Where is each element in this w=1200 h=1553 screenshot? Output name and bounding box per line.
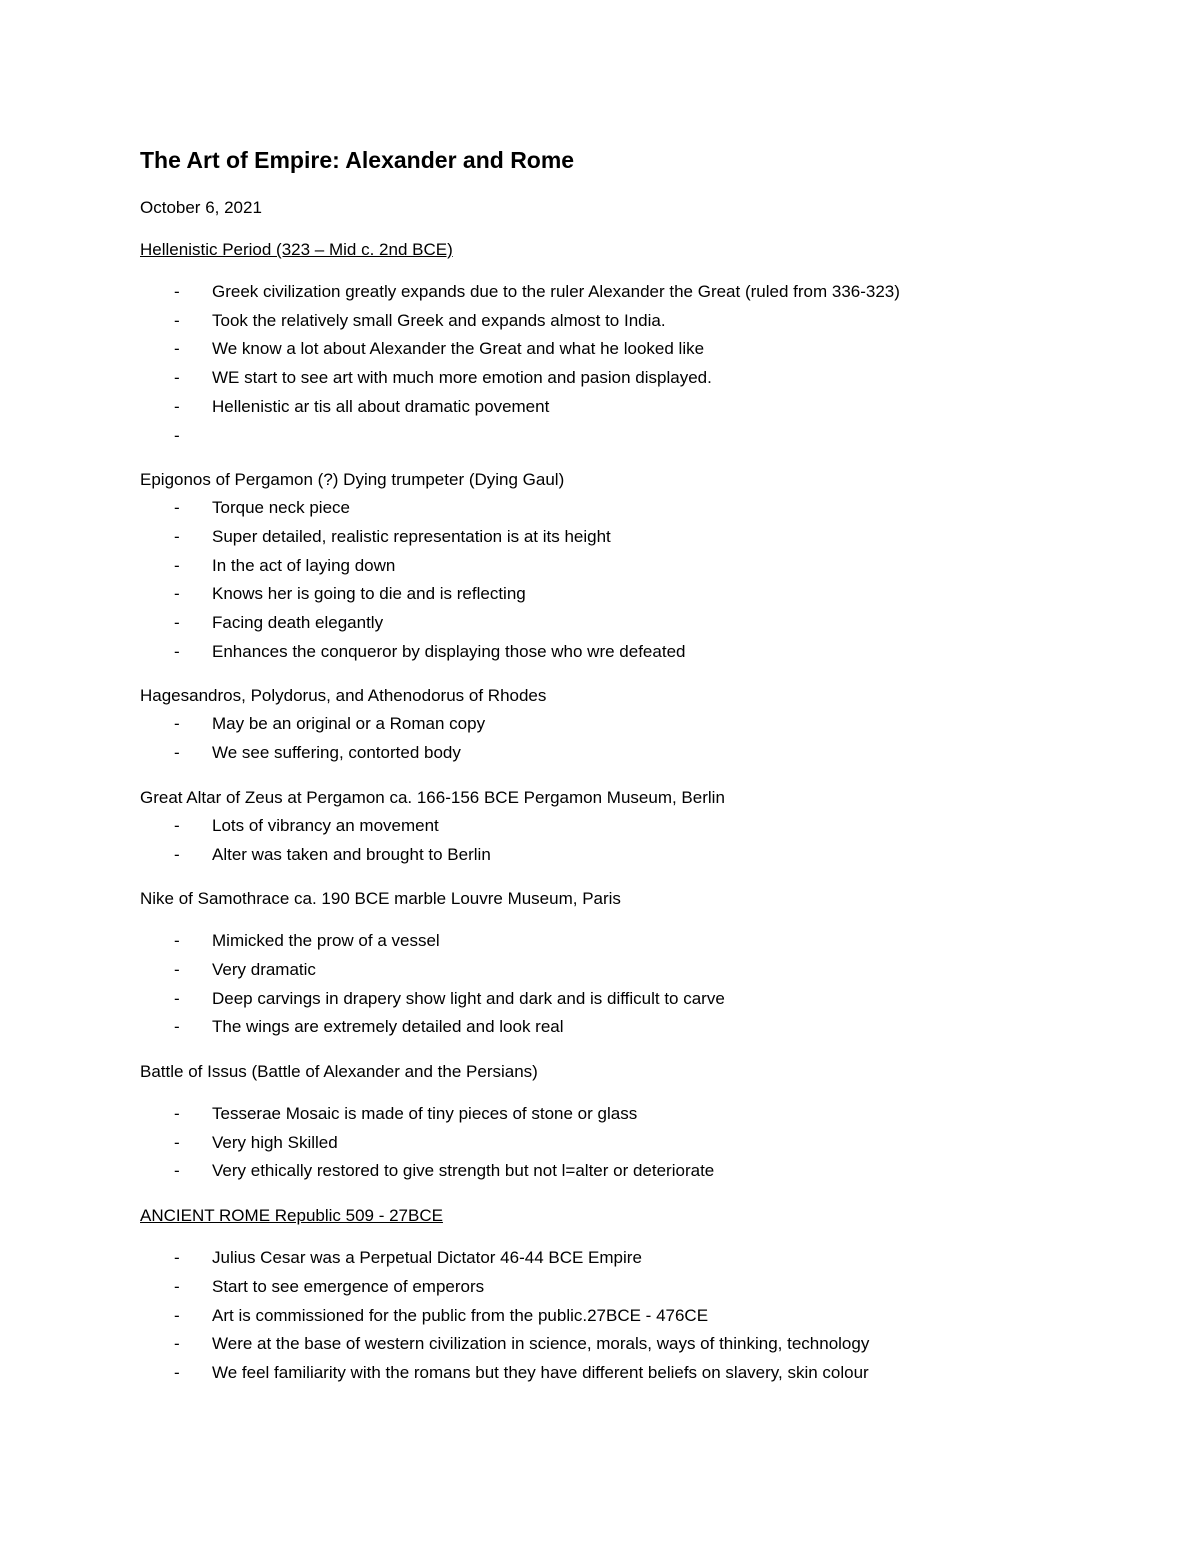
- document-date: October 6, 2021: [140, 198, 262, 217]
- section-heading: Great Altar of Zeus at Pergamon ca. 166-156 BCE Pergamon Museum, Berlin: [140, 787, 725, 807]
- list-item: - Hellenistic ar tis all about dramatic povement: [174, 396, 550, 416]
- list-item: - Were at the base of western civilization in science, morals, ways of thinking, technology: [174, 1334, 870, 1354]
- section-heading: Hagesandros, Polydorus, and Athenodorus of Rhodes: [140, 686, 547, 706]
- section-nike-of-samothrace: [140, 885, 1060, 1042]
- list-item: - The wings are extremely detailed and look real: [174, 1017, 564, 1037]
- list-item: - Alter was taken and brought to Berlin: [174, 844, 491, 864]
- bullet-list: [140, 710, 1060, 767]
- list-item: - We know a lot about Alexander the Great and what he looked like: [174, 339, 705, 359]
- list-item: - Enhances the conqueror by displaying those who wre defeated: [174, 641, 686, 661]
- section-heading: Hellenistic Period (323 – Mid c. 2nd BCE): [140, 240, 453, 259]
- list-item: - In the act of laying down: [174, 555, 396, 575]
- list-item: - Julius Cesar was a Perpetual Dictator 46-44 BCE Empire: [174, 1248, 642, 1268]
- section-hellenistic-period: [140, 236, 1060, 450]
- list-item: - Start to see emergence of emperors: [174, 1276, 485, 1296]
- list-item: -: [174, 425, 180, 445]
- list-item: - Knows her is going to die and is reflecting: [174, 584, 526, 604]
- bullet-list: [140, 1100, 1060, 1186]
- bullet-list: [140, 494, 1060, 666]
- list-item: - Facing death elegantly: [174, 613, 384, 633]
- section-battle-of-issus: [140, 1058, 1060, 1186]
- list-item: - Super detailed, realistic representation is at its height: [174, 526, 611, 546]
- document-page: [140, 140, 1060, 1388]
- bullet-list: [140, 1244, 1060, 1388]
- list-item: - Tesserae Mosaic is made of tiny pieces of stone or glass: [174, 1104, 638, 1124]
- list-item: - Torque neck piece: [174, 498, 350, 518]
- section-heading: Epigonos of Pergamon (?) Dying trumpeter (Dying Gaul): [140, 470, 565, 490]
- section-heading: Battle of Issus (Battle of Alexander and the Persians): [140, 1062, 538, 1082]
- list-item: - Very dramatic: [174, 959, 316, 979]
- list-item: - Lots of vibrancy an movement: [174, 815, 439, 835]
- list-item: - Very high Skilled: [174, 1132, 338, 1152]
- list-item: - Very ethically restored to give strength but not l=alter or deteriorate: [174, 1161, 715, 1181]
- list-item: - Greek civilization greatly expands due to the ruler Alexander the Great (ruled from 336-323): [174, 282, 900, 301]
- list-item: - Deep carvings in drapery show light and dark and is difficult to carve: [174, 988, 725, 1008]
- section-heading: Nike of Samothrace ca. 190 BCE marble Louvre Museum, Paris: [140, 889, 621, 909]
- bullet-list: [140, 278, 1060, 450]
- section-heading: ANCIENT ROME Republic 509 - 27BCE: [140, 1206, 443, 1226]
- bullet-list: [140, 812, 1060, 869]
- list-item: - Took the relatively small Greek and expands almost to India.: [174, 310, 666, 330]
- bullet-list: [140, 927, 1060, 1042]
- list-item: - Art is commissioned for the public from the public.27BCE - 476CE: [174, 1305, 709, 1325]
- document-title: The Art of Empire: Alexander and Rome: [140, 147, 575, 173]
- section-great-altar: [140, 784, 1060, 869]
- list-item: - We see suffering, contorted body: [174, 743, 461, 763]
- list-item: - WE start to see art with much more emotion and pasion displayed.: [174, 368, 712, 388]
- list-item: - We feel familiarity with the romans but they have different beliefs on slavery, skin colour: [174, 1362, 869, 1382]
- section-hagesandros: [140, 682, 1060, 767]
- list-item: - May be an original or a Roman copy: [174, 714, 486, 734]
- section-epigonos: [140, 466, 1060, 666]
- section-ancient-rome: [140, 1202, 1060, 1388]
- list-item: - Mimicked the prow of a vessel: [174, 931, 440, 951]
